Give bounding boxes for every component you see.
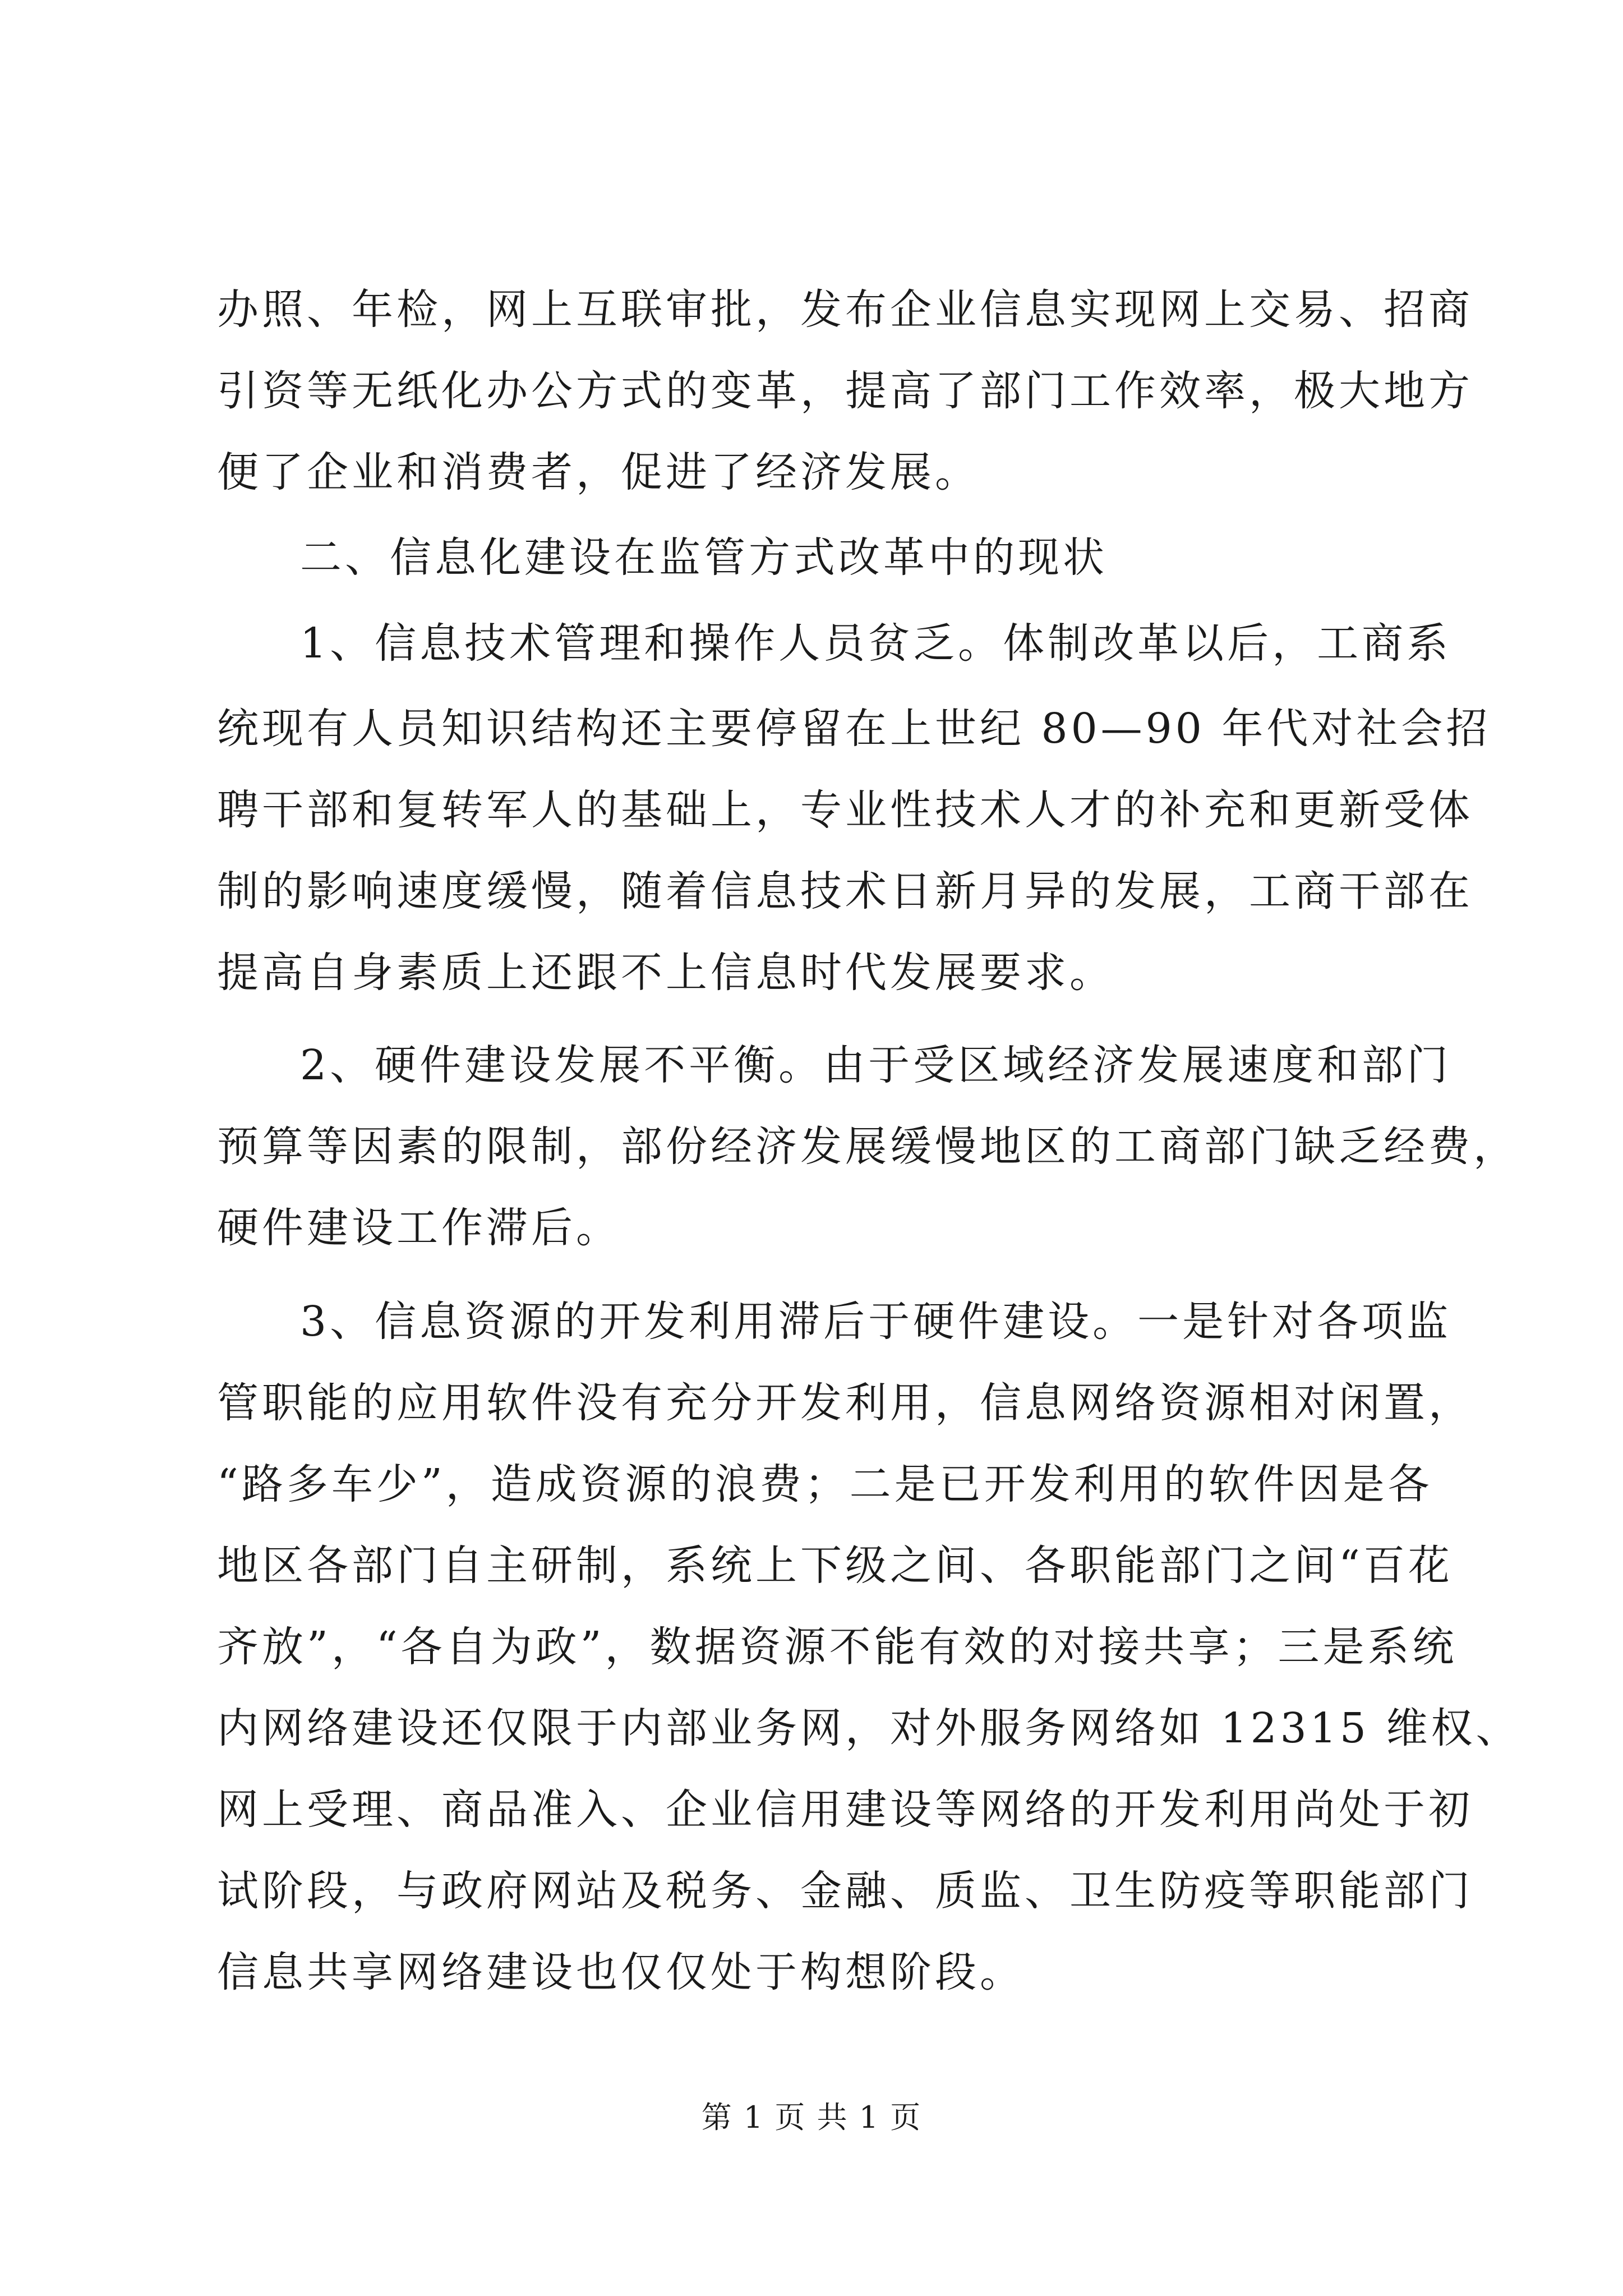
body-line: 制的影响速度缓慢，随着信息技术日新月异的发展，工商干部在 bbox=[217, 867, 1473, 915]
paragraph-first-line: 3、信息资源的开发利用滞后于硬件建设。一是针对各项监 bbox=[300, 1297, 1452, 1346]
body-line: 管职能的应用软件没有充分开发利用，信息网络资源相对闲置， bbox=[217, 1379, 1473, 1427]
document-body bbox=[217, 269, 1521, 1996]
body-line: 办照、年检，网上互联审批，发布企业信息实现网上交易、招商 bbox=[217, 286, 1473, 334]
page-footer: 第 1 页 共 1 页 bbox=[701, 2100, 922, 2135]
body-line: 试阶段，与政府网站及税务、金融、质监、卫生防疫等职能部门 bbox=[217, 1867, 1473, 1915]
paragraph-first-line: 1、信息技术管理和操作人员贫乏。体制改革以后，工商系 bbox=[300, 619, 1452, 668]
body-line: “路多车少”，造成资源的浪费；二是已开发利用的软件因是各 bbox=[217, 1460, 1433, 1508]
section-heading: 二、信息化建设在监管方式改革中的现状 bbox=[300, 533, 1108, 582]
body-line: 聘干部和复转军人的基础上，专业性技术人才的补充和更新受体 bbox=[217, 786, 1473, 834]
body-line: 便了企业和消费者，促进了经济发展。 bbox=[217, 448, 980, 496]
body-line: 信息共享网络建设也仅仅处于构想阶段。 bbox=[217, 1948, 1025, 1996]
body-line: 网上受理、商品准入、企业信用建设等网络的开发利用尚处于初 bbox=[217, 1786, 1473, 1834]
body-line: 内网络建设还仅限于内部业务网，对外服务网络如 12315 维权、 bbox=[217, 1704, 1521, 1752]
body-line: 提高自身素质上还跟不上信息时代发展要求。 bbox=[217, 949, 1114, 997]
body-line: 引资等无纸化办公方式的变革，提高了部门工作效率，极大地方 bbox=[217, 367, 1473, 415]
body-line: 齐放”，“各自为政”，数据资源不能有效的对接共享；三是系统 bbox=[217, 1623, 1458, 1671]
paragraph-first-line: 2、硬件建设发展不平衡。由于受区域经济发展速度和部门 bbox=[300, 1041, 1452, 1089]
body-line: 地区各部门自主研制，系统上下级之间、各职能部门之间“百花 bbox=[217, 1542, 1453, 1590]
body-line: 预算等因素的限制，部份经济发展缓慢地区的工商部门缺乏经费， bbox=[217, 1122, 1518, 1171]
body-line: 硬件建设工作滞后。 bbox=[217, 1204, 621, 1252]
body-line: 统现有人员知识结构还主要停留在上世纪 80—90 年代对社会招 bbox=[217, 705, 1491, 753]
